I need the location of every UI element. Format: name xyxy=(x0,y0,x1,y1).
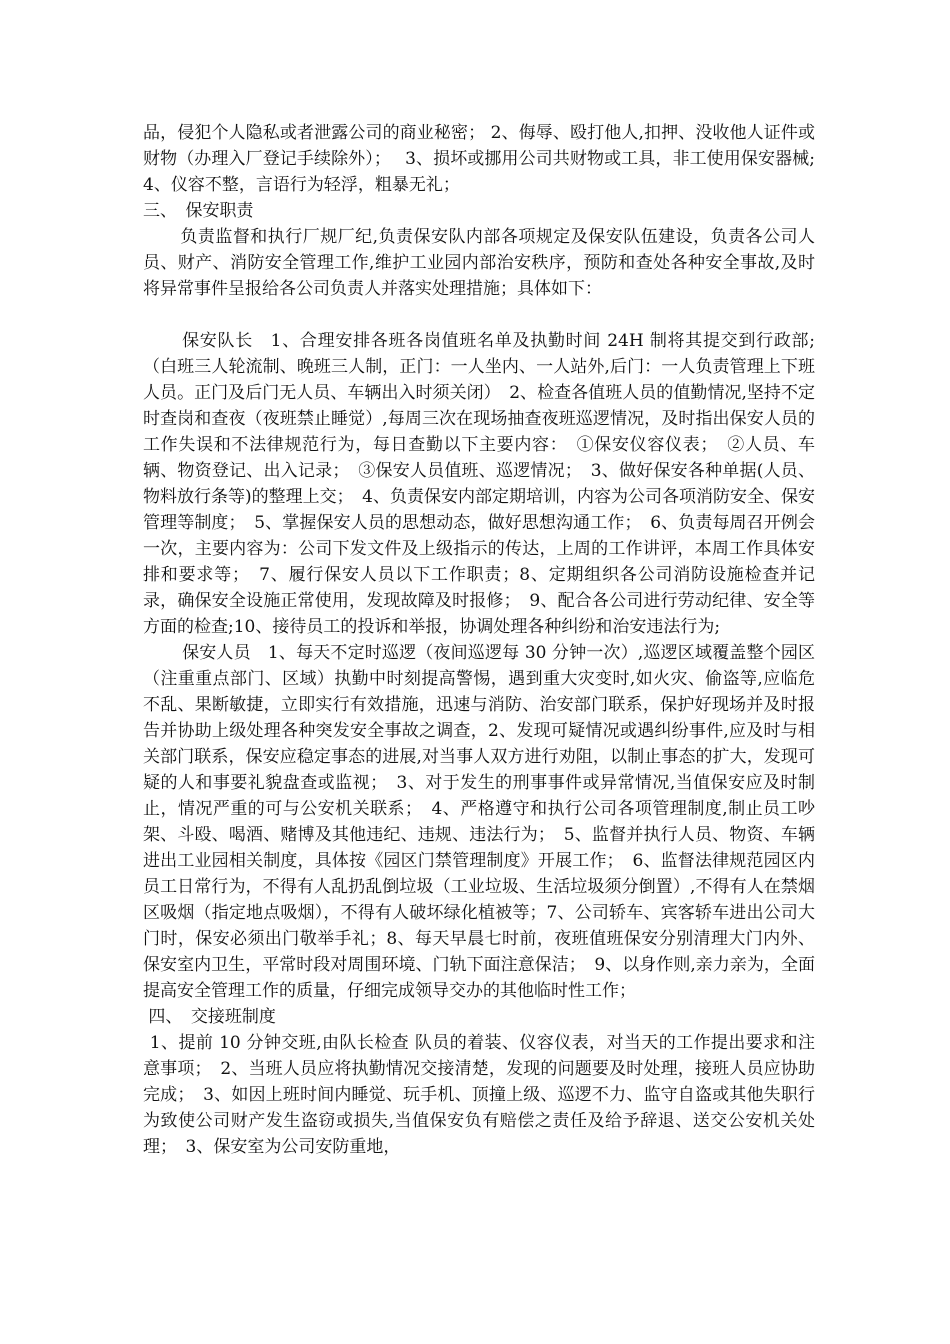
blank-line xyxy=(143,302,815,328)
paragraph-security-duties-intro: 负责监督和执行厂规厂纪,负责保安队内部各项规定及保安队伍建设，负责各公司人员、财产、消防安全管理工作,维护工业园内部治安秩序，预防和查处各种安全事故,及时将异常事件呈报给各公司负责人并落实处理措施；具体如下： xyxy=(143,227,815,299)
paragraph-shift-handover: 1、提前 10 分钟交班,由队长检查 队员的着装、仪容仪表，对当天的工作提出要求和注意事项； 2、当班人员应将执勤情况交接清楚，发现的问题要及时处理，接班人员应协助完成； 3、如因上班时间内睡觉、玩手机、顶撞上级、巡逻不力、监守自盗或其他失职行为致使公司财产发生盗窃或损失,当值保安负有赔偿之责任及给予辞退、送交公安机关处理； 3、保安室为公司安防重地， xyxy=(143,1033,815,1157)
paragraph-captain-duties: 保安队长 1、合理安排各班各岗值班名单及执勤时间 24H 制将其提交到行政部;（白班三人轮流制、晚班三人制，正门：一人坐内、一人站外,后门：一人负责管理上下班人员。正门及后门无人员、车辆出入时须关闭） 2、检查各值班人员的值勤情况,坚持不定时查岗和查夜（夜班禁止睡觉）,每周三次在现场抽查夜班巡逻情况，及时指出保安人员的工作失误和不法律规范行为，每日查勤以下主要内容： ①保安仪容仪表； ②人员、车辆、物资登记、出入记录； ③保安人员值班、巡逻情况； 3、做好保安各种单据(人员、物料放行条等)的整理上交； 4、负责保安内部定期培训，内容为公司各项消防安全、保安管理等制度； 5、掌握保安人员的思想动态，做好思想沟通工作； 6、负责每周召开例会一次，主要内容为：公司下发文件及上级指示的传达，上周的工作讲评，本周工作具体安排和要求等； 7、履行保安人员以下工作职责；8、定期组织各公司消防设施检查并记录，确保安全设施正常使用，发现故障及时报修； 9、配合各公司进行劳动纪律、安全等方面的检查;10、接待员工的投诉和举报，协调处理各种纠纷和治安违法行为; xyxy=(143,331,815,637)
document-body xyxy=(143,120,815,1160)
paragraph-guard-duties: 保安人员 1、每天不定时巡逻（夜间巡逻每 30 分钟一次）,巡逻区域覆盖整个园区（注重重点部门、区域）执勤中时刻提高警惕，遇到重大灾变时,如火灾、偷盗等,应临危不乱、果断敏捷，立即实行有效措施，迅速与消防、治安部门联系，保护好现场并及时报告并协助上级处理各种突发安全事故之调查，2、发现可疑情况或遇纠纷事件,应及时与相关部门联系，保安应稳定事态的进展,对当事人双方进行劝阻，以制止事态的扩大，发现可疑的人和事要礼貌盘查或监视； 3、对于发生的刑事事件或异常情况,当值保安应及时制止，情况严重的可与公安机关联系； 4、严格遵守和执行公司各项管理制度,制止员工吵架、斗殴、喝酒、赌博及其他违纪、违规、违法行为； 5、监督并执行人员、物资、车辆进出工业园相关制度，具体按《园区门禁管理制度》开展工作； 6、监督法律规范园区内员工日常行为，不得有人乱扔乱倒垃圾（工业垃圾、生活垃圾须分倒置）,不得有人在禁烟区吸烟（指定地点吸烟），不得有人破坏绿化植被等；7、公司轿车、宾客轿车进出公司大门时，保安必须出门敬举手礼；8、每天早晨七时前，夜班值班保安分别清理大门内外、保安室内卫生，平常时段对周围环境、门轨下面注意保洁； 9、以身作则,亲力亲为，全面提高安全管理工作的质量，仔细完成领导交办的其他临时性工作； xyxy=(143,643,815,1001)
section-heading-shift-handover: 四、 交接班制度 xyxy=(143,1007,276,1027)
section-heading-security-duties: 三、 保安职责 xyxy=(143,201,254,221)
paragraph-continued: 品，侵犯个人隐私或者泄露公司的商业秘密； 2、侮辱、殴打他人,扣押、没收他人证件或财物（办理入厂登记手续除外）； 3、损坏或挪用公司共财物或工具，非工使用保安器械;4、仪容不整，言语行为轻浮，粗暴无礼； xyxy=(143,123,815,195)
